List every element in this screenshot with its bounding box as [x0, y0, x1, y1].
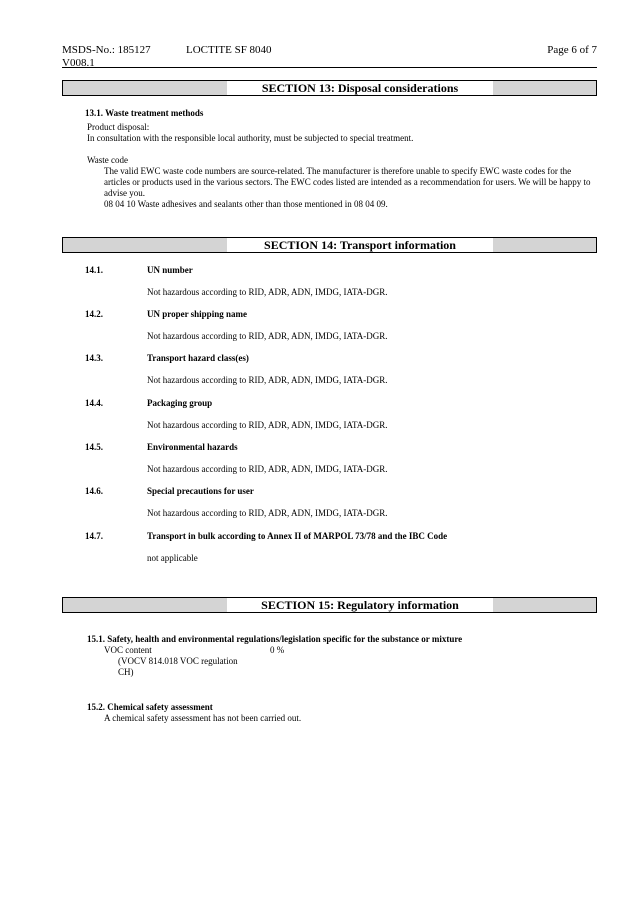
item-number: 14.5. [85, 442, 103, 452]
item-value: Not hazardous according to RID, ADR, ADN, IMDG, IATA-DGR. [147, 287, 388, 297]
item-number: 14.1. [85, 265, 103, 275]
item-number: 14.2. [85, 309, 103, 319]
waste-code-text: The valid EWC waste code numbers are source-related. The manufacturer is therefore unable to specify EWC waste codes for the articles or products used in the various sectors. The EWC codes listed are intended as a recommendation for users. We will be happy to advise you. [104, 166, 591, 198]
item-value: Not hazardous according to RID, ADR, ADN, IMDG, IATA-DGR. [147, 420, 388, 430]
section-14-title: SECTION 14: Transport information [227, 238, 493, 252]
waste-code-entry: 08 04 10 Waste adhesives and sealants other than those mentioned in 08 04 09. [104, 199, 388, 209]
item-value: Not hazardous according to RID, ADR, ADN, IMDG, IATA-DGR. [147, 464, 388, 474]
product-disposal-label: Product disposal: [87, 122, 150, 132]
item-value: not applicable [147, 553, 198, 563]
item-heading: Special precautions for user [147, 486, 254, 496]
page-number: Page 6 of 7 [547, 44, 597, 56]
product-name: LOCTITE SF 8040 [186, 44, 272, 56]
section-13-title: SECTION 13: Disposal considerations [227, 81, 493, 95]
item-heading: UN number [147, 265, 193, 275]
voc-note-line1: (VOCV 814.018 VOC regulation [118, 656, 238, 666]
waste-code-label: Waste code [87, 155, 129, 165]
item-number: 14.4. [85, 398, 103, 408]
item-number: 14.6. [85, 486, 103, 496]
item-heading: Packaging group [147, 398, 213, 408]
header-divider [62, 67, 597, 68]
section-13-bar [62, 80, 597, 96]
version: V008.1 [62, 57, 95, 69]
item-value: Not hazardous according to RID, ADR, ADN, IMDG, IATA-DGR. [147, 331, 388, 341]
voc-label: VOC content [104, 645, 152, 655]
item-value: Not hazardous according to RID, ADR, ADN, IMDG, IATA-DGR. [147, 508, 388, 518]
item-number: 14.3. [85, 353, 103, 363]
voc-note-line2: CH) [118, 667, 134, 677]
item-heading: Environmental hazards [147, 442, 238, 452]
section-15-title: SECTION 15: Regulatory information [227, 598, 493, 612]
item-heading: UN proper shipping name [147, 309, 247, 319]
section-13-1-heading: 13.1. Waste treatment methods [85, 108, 204, 118]
section-15-bar [62, 597, 597, 613]
item-number: 14.7. [85, 531, 103, 541]
section-15-2-heading: 15.2. Chemical safety assessment [87, 702, 213, 712]
voc-value: 0 % [270, 645, 285, 655]
item-heading: Transport in bulk according to Annex II of MARPOL 73/78 and the IBC Code [147, 531, 448, 541]
msds-number: MSDS-No.: 185127 [62, 44, 151, 56]
product-disposal-text: In consultation with the responsible local authority, must be subjected to special treatment. [87, 133, 414, 143]
section-15-1-heading: 15.1. Safety, health and environmental regulations/legislation specific for the substance or mixture [87, 634, 463, 644]
item-value: Not hazardous according to RID, ADR, ADN, IMDG, IATA-DGR. [147, 375, 388, 385]
section-15-2-text: A chemical safety assessment has not been carried out. [104, 713, 302, 723]
section-14-bar [62, 237, 597, 253]
item-heading: Transport hazard class(es) [147, 353, 249, 363]
